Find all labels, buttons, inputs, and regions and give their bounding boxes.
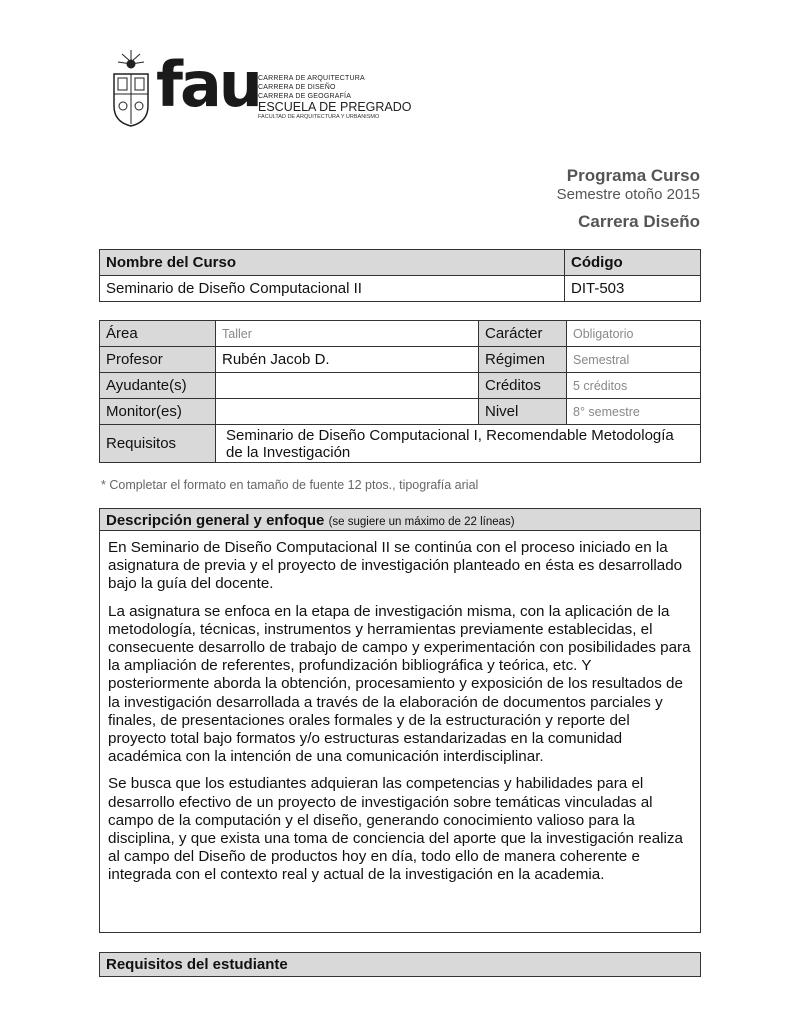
ayudante-label: Ayudante(s) [100, 373, 216, 399]
description-paragraph: La asignatura se enfoca en la etapa de investigación misma, con la aplicación de la metodología, técnicas, instrumentos y herramientas previamente establecidas, el consecuente desarrollo de trabajo de campo y experimentación con posibilidades para la ampliación de referentes, profundización bibliográfica y teórica, etc. Y posteriormente aborda la obtención, procesamiento y exposición de los resultados de la investigación desarrollada a través de la elaboración de documentos parciales y finales, de presentaciones orales formales y de la estructuración y reporte del proyecto total bajo formatos y/o estructuras estandarizadas en la comunidad académica con la intención de una comunicación interdisciplinar. [108, 602, 691, 766]
program-semester: Semestre otoño 2015 [556, 186, 700, 203]
course-code: DIT-503 [565, 276, 701, 302]
logo-school: ESCUELA DE PREGRADO [258, 100, 412, 114]
logo-text-block [258, 74, 412, 121]
creditos-value: 5 créditos [567, 373, 701, 399]
nivel-label: Nivel [479, 399, 567, 425]
program-career: Carrera Diseño [578, 212, 700, 231]
format-note: * Completar el formato en tamaño de fuente 12 ptos., tipografía arial [101, 478, 479, 492]
course-details-table [99, 320, 701, 463]
description-paragraph: En Seminario de Diseño Computacional II se continúa con el proceso iniciado en la asignatura de previa y el proyecto de investigación planteado en ésta es desarrollado bajo la guía del docente. [108, 539, 683, 593]
course-table [99, 249, 701, 302]
logo-faculty: FACULTAD DE ARQUITECTURA Y URBANISMO [258, 114, 380, 120]
course-name: Seminario de Diseño Computacional II [100, 276, 565, 302]
area-label: Área [100, 321, 216, 347]
program-title: Programa Curso [566, 166, 700, 185]
profesor-label: Profesor [100, 347, 216, 373]
logo-line-arquitectura: CARRERA DE ARQUITECTURA [258, 75, 365, 82]
description-hint: (se sugiere un máximo de 22 líneas) [328, 516, 515, 528]
caracter-label: Carácter [479, 321, 567, 347]
course-code-label: Código [565, 250, 701, 276]
logo-line-geografia: CARRERA DE GEOGRAFÍA [258, 93, 352, 100]
requisitos-value: Seminario de Diseño Computacional I, Recomendable Metodología de la Investigación [216, 425, 701, 463]
monitor-label: Monitor(es) [100, 399, 216, 425]
requisitos-label: Requisitos [100, 425, 216, 463]
description-header [99, 508, 701, 531]
regimen-label: Régimen [479, 347, 567, 373]
course-name-label: Nombre del Curso [100, 250, 565, 276]
regimen-value: Semestral [567, 347, 701, 373]
description-paragraph: Se busca que los estudiantes adquieran las competencias y habilidades para el desarrollo efectivo de un proyecto de investigación sobre temáticas vinculadas al campo de la computación y el diseño, generando conocimiento valioso para la disciplina, y que exista una toma de conciencia del aporte que la investigación realiza al campo del Diseño de productos hoy en día, todo ello de manera coherente e integrada con el contexto real y actual de la investigación en la academia. [108, 775, 683, 884]
student-requirements-header: Requisitos del estudiante [99, 952, 701, 977]
description-body [99, 531, 701, 933]
ayudante-value [216, 373, 479, 399]
fau-wordmark: fau [156, 48, 260, 121]
creditos-label: Créditos [479, 373, 567, 399]
monitor-value [216, 399, 479, 425]
logo-line-diseno: CARRERA DE DISEÑO [258, 84, 336, 91]
area-value: Taller [216, 321, 479, 347]
description-title: Descripción general y enfoque [106, 512, 325, 529]
university-seal-icon [108, 48, 154, 128]
caracter-value: Obligatorio [567, 321, 701, 347]
nivel-value: 8° semestre [567, 399, 701, 425]
profesor-value: Rubén Jacob D. [216, 347, 479, 373]
